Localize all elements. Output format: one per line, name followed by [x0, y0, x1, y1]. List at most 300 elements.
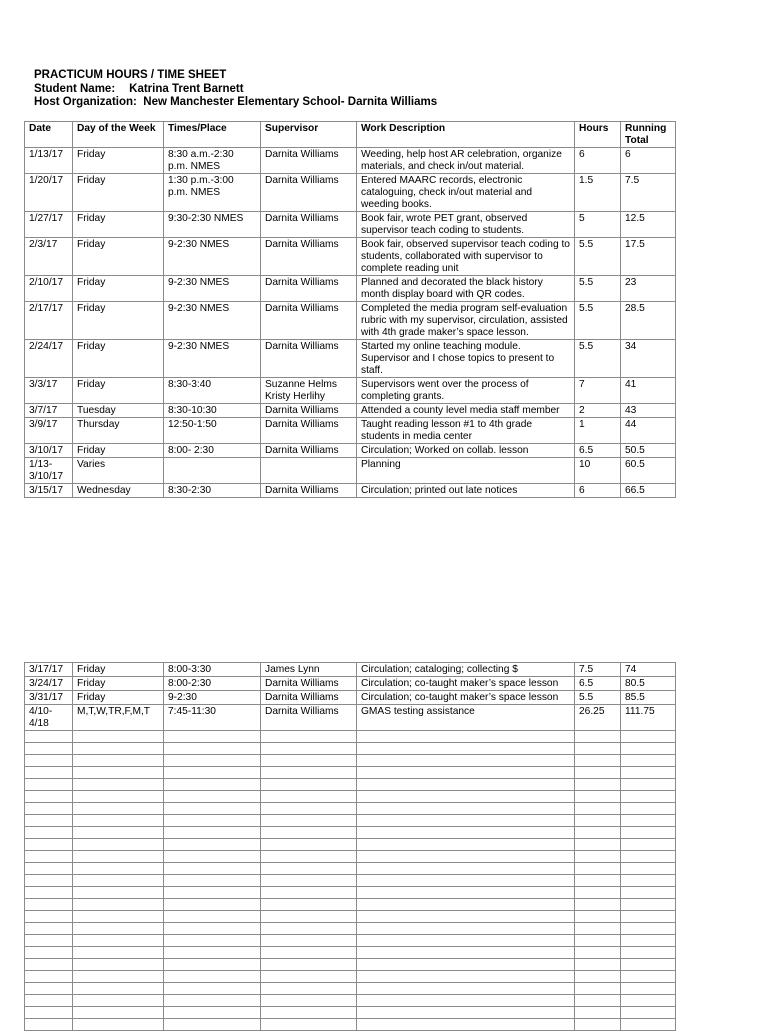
empty-cell	[261, 863, 357, 875]
cell-total: 50.5	[621, 444, 676, 458]
empty-cell	[621, 839, 676, 851]
empty-cell	[25, 887, 73, 899]
empty-cell	[621, 767, 676, 779]
empty-cell	[621, 815, 676, 827]
empty-cell	[575, 923, 621, 935]
empty-row	[25, 767, 676, 779]
empty-cell	[621, 851, 676, 863]
empty-cell	[164, 1019, 261, 1031]
empty-cell	[621, 935, 676, 947]
empty-row	[25, 995, 676, 1007]
empty-cell	[261, 899, 357, 911]
empty-cell	[164, 827, 261, 839]
cell-times: 9-2:30 NMES	[164, 276, 261, 302]
cell-total: 28.5	[621, 302, 676, 340]
empty-cell	[261, 1007, 357, 1019]
table-header-row	[25, 122, 676, 148]
empty-cell	[575, 839, 621, 851]
cell-day: Friday	[73, 663, 164, 677]
cell-times	[164, 458, 261, 484]
empty-row	[25, 815, 676, 827]
empty-cell	[575, 971, 621, 983]
empty-cell	[73, 827, 164, 839]
empty-cell	[621, 899, 676, 911]
empty-cell	[164, 875, 261, 887]
empty-cell	[73, 983, 164, 995]
cell-date: 3/24/17	[25, 677, 73, 691]
empty-cell	[164, 995, 261, 1007]
col-date: Date	[25, 122, 73, 148]
empty-cell	[73, 743, 164, 755]
empty-cell	[164, 899, 261, 911]
cell-work: Circulation; printed out late notices	[357, 484, 575, 498]
cell-work: Completed the media program self-evaluation rubric with my supervisor, circulation, assisted with 4th grade maker’s space lesson.	[357, 302, 575, 340]
empty-cell	[164, 923, 261, 935]
empty-cell	[621, 863, 676, 875]
empty-cell	[73, 1007, 164, 1019]
empty-cell	[261, 875, 357, 887]
empty-cell	[357, 875, 575, 887]
cell-work: Attended a county level media staff member	[357, 404, 575, 418]
empty-row	[25, 935, 676, 947]
empty-cell	[164, 779, 261, 791]
empty-cell	[575, 875, 621, 887]
cell-hours: 2	[575, 404, 621, 418]
empty-cell	[575, 899, 621, 911]
empty-row	[25, 755, 676, 767]
cell-supervisor: Darnita Williams	[261, 418, 357, 444]
empty-cell	[164, 911, 261, 923]
cell-date: 3/9/17	[25, 418, 73, 444]
student-label: Student Name:	[34, 82, 116, 95]
empty-row	[25, 791, 676, 803]
cell-work: Weeding, help host AR celebration, organize materials, and check in/out material.	[357, 148, 575, 174]
empty-cell	[575, 743, 621, 755]
hours-table-page-1	[24, 121, 676, 498]
cell-times: 12:50-1:50	[164, 418, 261, 444]
cell-hours: 5.5	[575, 238, 621, 276]
empty-cell	[575, 815, 621, 827]
empty-cell	[261, 935, 357, 947]
empty-cell	[261, 767, 357, 779]
empty-cell	[164, 803, 261, 815]
col-hours: Hours	[575, 122, 621, 148]
empty-cell	[164, 743, 261, 755]
empty-cell	[25, 911, 73, 923]
empty-cell	[164, 887, 261, 899]
empty-cell	[621, 743, 676, 755]
empty-cell	[357, 851, 575, 863]
cell-total: 66.5	[621, 484, 676, 498]
empty-cell	[25, 791, 73, 803]
empty-cell	[575, 911, 621, 923]
empty-row	[25, 827, 676, 839]
empty-cell	[621, 1019, 676, 1031]
col-supervisor: Supervisor	[261, 122, 357, 148]
empty-row	[25, 1007, 676, 1019]
col-work: Work Description	[357, 122, 575, 148]
table-row	[25, 148, 676, 174]
empty-cell	[25, 731, 73, 743]
empty-cell	[621, 779, 676, 791]
empty-cell	[575, 779, 621, 791]
host-line	[34, 96, 437, 110]
empty-row	[25, 851, 676, 863]
cell-total: 43	[621, 404, 676, 418]
empty-cell	[357, 755, 575, 767]
empty-cell	[73, 935, 164, 947]
empty-cell	[25, 803, 73, 815]
empty-cell	[261, 1019, 357, 1031]
empty-cell	[357, 935, 575, 947]
empty-cell	[73, 755, 164, 767]
empty-cell	[575, 887, 621, 899]
student-name: Katrina Trent Barnett	[129, 82, 244, 95]
cell-times: 8:30 a.m.-2:30 p.m. NMES	[164, 148, 261, 174]
cell-supervisor: Darnita Williams	[261, 302, 357, 340]
cell-hours: 6	[575, 484, 621, 498]
empty-cell	[164, 935, 261, 947]
empty-cell	[357, 1019, 575, 1031]
empty-row	[25, 731, 676, 743]
table-row	[25, 212, 676, 238]
empty-row	[25, 839, 676, 851]
empty-cell	[25, 863, 73, 875]
cell-day: Varies	[73, 458, 164, 484]
empty-cell	[73, 731, 164, 743]
empty-cell	[25, 767, 73, 779]
empty-cell	[621, 995, 676, 1007]
col-day: Day of the Week	[73, 122, 164, 148]
empty-cell	[357, 827, 575, 839]
cell-hours: 1	[575, 418, 621, 444]
empty-cell	[357, 803, 575, 815]
cell-supervisor: Darnita Williams	[261, 174, 357, 212]
cell-date: 3/31/17	[25, 691, 73, 705]
table-row	[25, 238, 676, 276]
empty-cell	[25, 983, 73, 995]
table-row	[25, 174, 676, 212]
empty-cell	[164, 755, 261, 767]
cell-hours: 1.5	[575, 174, 621, 212]
empty-cell	[261, 983, 357, 995]
empty-cell	[73, 863, 164, 875]
cell-total: 7.5	[621, 174, 676, 212]
empty-cell	[261, 851, 357, 863]
cell-day: Friday	[73, 302, 164, 340]
empty-cell	[621, 803, 676, 815]
empty-cell	[261, 923, 357, 935]
cell-work: Taught reading lesson #1 to 4th grade students in media center	[357, 418, 575, 444]
empty-cell	[73, 911, 164, 923]
empty-cell	[575, 755, 621, 767]
empty-cell	[73, 779, 164, 791]
empty-cell	[73, 995, 164, 1007]
table-row	[25, 663, 676, 677]
cell-work: Circulation; co-taught maker’s space lesson	[357, 691, 575, 705]
cell-total: 34	[621, 340, 676, 378]
empty-cell	[357, 839, 575, 851]
empty-cell	[357, 731, 575, 743]
cell-date: 1/13-3/10/17	[25, 458, 73, 484]
empty-cell	[164, 731, 261, 743]
empty-cell	[261, 839, 357, 851]
empty-cell	[261, 959, 357, 971]
empty-cell	[575, 1019, 621, 1031]
empty-cell	[25, 899, 73, 911]
cell-day: Friday	[73, 444, 164, 458]
empty-cell	[357, 743, 575, 755]
timesheet-header	[34, 69, 437, 110]
empty-cell	[621, 791, 676, 803]
cell-work: Entered MAARC records, electronic cataloguing, check in/out material and weeding books.	[357, 174, 575, 212]
cell-day: Friday	[73, 212, 164, 238]
empty-cell	[164, 851, 261, 863]
cell-hours: 6.5	[575, 444, 621, 458]
cell-supervisor: Darnita Williams	[261, 340, 357, 378]
empty-row	[25, 887, 676, 899]
empty-cell	[575, 827, 621, 839]
cell-total: 12.5	[621, 212, 676, 238]
empty-cell	[575, 851, 621, 863]
cell-total: 74	[621, 663, 676, 677]
cell-hours: 5	[575, 212, 621, 238]
empty-cell	[621, 911, 676, 923]
empty-cell	[621, 1007, 676, 1019]
cell-day: Friday	[73, 174, 164, 212]
empty-cell	[575, 983, 621, 995]
empty-row	[25, 779, 676, 791]
cell-times: 9-2:30 NMES	[164, 238, 261, 276]
cell-hours: 5.5	[575, 691, 621, 705]
cell-day: Friday	[73, 238, 164, 276]
cell-work: Circulation; cataloging; collecting $	[357, 663, 575, 677]
empty-cell	[261, 827, 357, 839]
student-line	[34, 83, 437, 97]
cell-supervisor: Darnita Williams	[261, 444, 357, 458]
cell-date: 1/20/17	[25, 174, 73, 212]
cell-date: 2/3/17	[25, 238, 73, 276]
empty-cell	[357, 767, 575, 779]
empty-cell	[357, 995, 575, 1007]
empty-cell	[25, 947, 73, 959]
empty-cell	[575, 863, 621, 875]
cell-times: 8:30-2:30	[164, 484, 261, 498]
cell-supervisor: Darnita Williams	[261, 484, 357, 498]
cell-total: 111.75	[621, 705, 676, 731]
cell-work: Supervisors went over the process of completing grants.	[357, 378, 575, 404]
empty-cell	[621, 959, 676, 971]
cell-times: 8:00-3:30	[164, 663, 261, 677]
cell-times: 9-2:30	[164, 691, 261, 705]
empty-cell	[357, 791, 575, 803]
empty-cell	[73, 803, 164, 815]
cell-day: Thursday	[73, 418, 164, 444]
empty-row	[25, 971, 676, 983]
empty-cell	[164, 971, 261, 983]
cell-supervisor: Darnita Williams	[261, 148, 357, 174]
empty-cell	[164, 863, 261, 875]
empty-cell	[164, 959, 261, 971]
cell-hours: 6	[575, 148, 621, 174]
empty-cell	[73, 875, 164, 887]
cell-times: 1:30 p.m.-3:00 p.m. NMES	[164, 174, 261, 212]
cell-day: Friday	[73, 378, 164, 404]
cell-times: 9-2:30 NMES	[164, 340, 261, 378]
empty-cell	[357, 983, 575, 995]
empty-cell	[261, 995, 357, 1007]
empty-cell	[164, 1007, 261, 1019]
empty-cell	[73, 947, 164, 959]
cell-work: Book fair, observed supervisor teach coding to students, collaborated with supervisor to complete reading unit	[357, 238, 575, 276]
empty-row	[25, 899, 676, 911]
empty-row	[25, 947, 676, 959]
cell-day: Friday	[73, 691, 164, 705]
empty-cell	[164, 947, 261, 959]
empty-cell	[575, 935, 621, 947]
empty-cell	[621, 947, 676, 959]
empty-cell	[73, 839, 164, 851]
empty-cell	[261, 803, 357, 815]
empty-cell	[357, 971, 575, 983]
cell-hours: 5.5	[575, 340, 621, 378]
empty-cell	[25, 995, 73, 1007]
cell-supervisor	[261, 458, 357, 484]
cell-work: Circulation; Worked on collab. lesson	[357, 444, 575, 458]
empty-cell	[261, 791, 357, 803]
empty-cell	[357, 959, 575, 971]
empty-cell	[261, 779, 357, 791]
cell-hours: 6.5	[575, 677, 621, 691]
empty-cell	[25, 743, 73, 755]
cell-times: 9-2:30 NMES	[164, 302, 261, 340]
cell-total: 44	[621, 418, 676, 444]
empty-cell	[357, 887, 575, 899]
empty-cell	[357, 779, 575, 791]
cell-date: 3/17/17	[25, 663, 73, 677]
empty-cell	[164, 767, 261, 779]
empty-cell	[621, 983, 676, 995]
timesheet-title: PRACTICUM HOURS / TIME SHEET	[34, 69, 227, 81]
cell-date: 4/10-4/18	[25, 705, 73, 731]
cell-times: 9:30-2:30 NMES	[164, 212, 261, 238]
host-name: New Manchester Elementary School- Darnita Williams	[143, 96, 438, 108]
cell-supervisor: Suzanne Helms Kristy Herlihy	[261, 378, 357, 404]
empty-cell	[575, 803, 621, 815]
empty-cell	[73, 899, 164, 911]
cell-supervisor: Darnita Williams	[261, 404, 357, 418]
cell-work: Planned and decorated the black history month display board with QR codes.	[357, 276, 575, 302]
cell-total: 17.5	[621, 238, 676, 276]
table-row	[25, 340, 676, 378]
empty-cell	[575, 791, 621, 803]
cell-work: GMAS testing assistance	[357, 705, 575, 731]
empty-cell	[25, 827, 73, 839]
empty-cell	[25, 1019, 73, 1031]
empty-cell	[575, 767, 621, 779]
empty-cell	[621, 875, 676, 887]
empty-cell	[25, 875, 73, 887]
cell-date: 2/10/17	[25, 276, 73, 302]
empty-cell	[621, 971, 676, 983]
table-row	[25, 404, 676, 418]
cell-work: Started my online teaching module. Supervisor and I chose topics to present to staff.	[357, 340, 575, 378]
cell-supervisor: Darnita Williams	[261, 677, 357, 691]
empty-cell	[164, 791, 261, 803]
table-row	[25, 484, 676, 498]
empty-cell	[261, 947, 357, 959]
empty-row	[25, 743, 676, 755]
empty-cell	[357, 1007, 575, 1019]
cell-day: Friday	[73, 148, 164, 174]
empty-cell	[621, 731, 676, 743]
empty-cell	[25, 1007, 73, 1019]
empty-cell	[575, 959, 621, 971]
empty-row	[25, 863, 676, 875]
empty-cell	[73, 815, 164, 827]
empty-row	[25, 983, 676, 995]
empty-cell	[621, 827, 676, 839]
empty-cell	[25, 851, 73, 863]
empty-cell	[621, 755, 676, 767]
empty-cell	[261, 815, 357, 827]
empty-cell	[25, 839, 73, 851]
cell-date: 3/7/17	[25, 404, 73, 418]
empty-cell	[357, 923, 575, 935]
empty-cell	[261, 755, 357, 767]
cell-day: Friday	[73, 340, 164, 378]
table-row	[25, 677, 676, 691]
empty-row	[25, 911, 676, 923]
cell-supervisor: James Lynn	[261, 663, 357, 677]
table-row	[25, 691, 676, 705]
empty-cell	[357, 911, 575, 923]
table-row	[25, 302, 676, 340]
cell-date: 3/3/17	[25, 378, 73, 404]
host-label: Host Organization:	[34, 96, 137, 108]
empty-cell	[73, 923, 164, 935]
cell-day: Friday	[73, 677, 164, 691]
empty-cell	[621, 887, 676, 899]
empty-cell	[73, 851, 164, 863]
empty-cell	[25, 971, 73, 983]
empty-cell	[575, 947, 621, 959]
empty-cell	[261, 911, 357, 923]
empty-cell	[73, 959, 164, 971]
cell-total: 80.5	[621, 677, 676, 691]
empty-cell	[261, 743, 357, 755]
empty-cell	[575, 1007, 621, 1019]
cell-day: M,T,W,TR,F,M,T	[73, 705, 164, 731]
empty-cell	[25, 755, 73, 767]
empty-cell	[73, 887, 164, 899]
col-total: Running Total	[621, 122, 676, 148]
cell-times: 8:30-3:40	[164, 378, 261, 404]
empty-cell	[357, 947, 575, 959]
table-row	[25, 276, 676, 302]
cell-total: 23	[621, 276, 676, 302]
cell-date: 3/15/17	[25, 484, 73, 498]
cell-date: 1/13/17	[25, 148, 73, 174]
table-row	[25, 378, 676, 404]
cell-supervisor: Darnita Williams	[261, 212, 357, 238]
empty-cell	[73, 791, 164, 803]
table-row	[25, 418, 676, 444]
empty-cell	[164, 815, 261, 827]
empty-cell	[261, 731, 357, 743]
empty-cell	[261, 887, 357, 899]
cell-work: Circulation; co-taught maker’s space lesson	[357, 677, 575, 691]
